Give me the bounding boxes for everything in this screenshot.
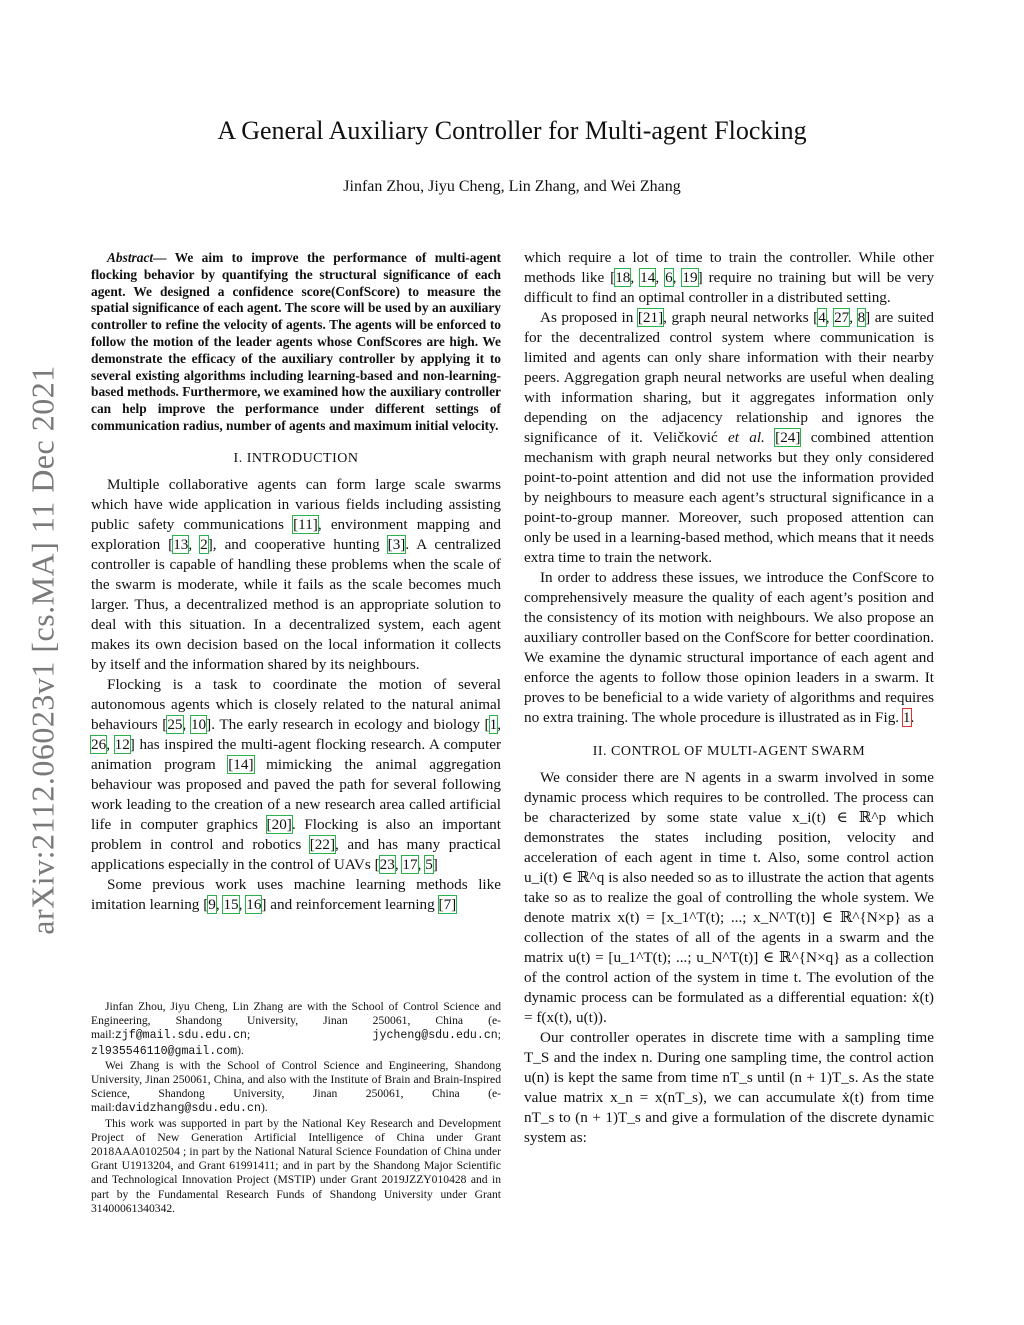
citation-link[interactable]: 9 xyxy=(208,895,216,913)
arxiv-sidebar xyxy=(18,320,68,980)
citation-link[interactable]: 27 xyxy=(834,309,850,326)
right-column xyxy=(524,248,934,1148)
footnote-funding: This work was supported in part by the National Key Research and Development Project of New Generation Artificial Intelligence of China under Grant 2018AAA0102504 ; in part by the National Natural Science Foundation of China under Grant U1913204, and Grant 61991411; and in part by the Shandong Major Scientific and Technological Innovation Project (MSTIP) under Grant 2019JZZY010428 and in part by the Fundamental Research Funds of Shandong University under Grant 31400061340342. xyxy=(91,1116,501,1215)
email-link[interactable]: zl935546110@gmail.com xyxy=(91,1044,238,1058)
figure-reference-link[interactable]: 1 xyxy=(902,709,911,726)
right-paragraph-0: which require a lot of time to train the controller. While other methods like [18, 14, 6, 19] require no training but will be very difficult to find an optimal controller in a distributed setting. xyxy=(524,249,935,306)
citation-link[interactable]: 13 xyxy=(173,535,189,553)
paper-title: A General Auxiliary Controller for Multi-agent Flocking xyxy=(217,116,807,145)
citation-link[interactable]: [3] xyxy=(387,535,406,553)
section-heading-introduction: I. INTRODUCTION xyxy=(233,450,359,466)
email-link[interactable]: davidzhang@sdu.edu.cn xyxy=(114,1102,261,1116)
citation-link[interactable]: [7] xyxy=(438,895,457,913)
citation-link[interactable]: [20] xyxy=(266,815,292,833)
citation-link[interactable]: 14 xyxy=(640,269,656,286)
right-paragraph-1: As proposed in [21], graph neural networks [4, 27, 8] are suited for the decentralized control system where communication is limited and agents can only share information with their nearby peers. Aggregation graph neural networks are useful when dealing with information sharing, but it aggregates information only depending on the adjacency relationship and ignores the significance of it. Veličković et al. [24] combined attention mechanism with graph neural networks but they only considered point-to-point attention and did not use the information provided by neighbours to measure each agent’s structural significance in a point-to-group manner. Moreover, such proposed attention can only be used in a learning-based method, which means that it needs extra time to train the network. xyxy=(524,309,935,566)
citation-link[interactable]: [22] xyxy=(309,835,336,853)
intro-paragraph-3: Some previous work uses machine learning methods like imitation learning [9, 15, 16] and reinforcement learning [7] xyxy=(91,875,501,913)
abstract xyxy=(91,250,501,435)
footnote-affiliation-2: Wei Zhang is with the School of Control Science and Engineering, Shandong University, Jinan 250061, China, and also with the Institute of Brain and Brain-Inspired Science, Shandong University, Jinan 250061, China (e-mail:davidzhang@sdu.edu.cn). xyxy=(91,1058,501,1116)
footnote-affiliation-1: Jinfan Zhou, Jiyu Cheng, Lin Zhang are with the School of Control Science and Engineering, Shandong University, Jinan 250061, China (e-mail:zjf@mail.sdu.edu.cn; jycheng@sdu.edu.cn; zl935546110@gmail.com). xyxy=(91,1000,501,1058)
citation-link[interactable]: 23 xyxy=(379,855,395,873)
email-link[interactable]: jycheng@sdu.edu.cn xyxy=(372,1029,498,1043)
intro-paragraph-2: Flocking is a task to coordinate the motion of several autonomous agents which is closely related to the natural animal behaviours [25, 10]. The early research in ecology and biology [1, 26, 12] has inspired the multi-agent flocking research. A computer animation program [14] mimicking the animal aggregation behaviour was proposed and paved the path for several following work leading to the creation of a new research area called artificial life in computer graphics [20]. Flocking is also an important problem in control and robotics [22], and has many practical applications especially in the control of UAVs [23, 17, 5] xyxy=(91,675,502,873)
citation-link[interactable]: 26 xyxy=(91,735,107,753)
citation-link[interactable]: 18 xyxy=(615,269,631,286)
abstract-text: We aim to improve the performance of multi-agent flocking behavior by quantifying the structural significance of each agent. We designed a confidence score(ConfScore) to measure the spatial significance of each agent. The score will be used by an auxiliary controller to refine the velocity of agents. The agents will be enforced to follow the motion of the leader agents whose ConfScores are high. We demonstrate the efficacy of the auxiliary controller by applying it to several existing algorithms including learning-based and non-learning-based methods. Furthermore, we examined how the auxiliary controller can help improve the performance under different settings of communication radius, number of agents and maximum initial velocity. xyxy=(91,250,501,433)
citation-link[interactable]: 6 xyxy=(665,269,673,286)
citation-link[interactable]: 10 xyxy=(190,715,207,733)
citation-link[interactable]: 16 xyxy=(246,895,262,913)
citation-link[interactable]: 5 xyxy=(425,855,433,873)
citation-link[interactable]: 1 xyxy=(489,715,498,733)
footnotes xyxy=(91,1000,501,1216)
email-link[interactable]: zjf@mail.sdu.edu.cn xyxy=(114,1029,248,1043)
left-column xyxy=(91,250,501,915)
citation-link[interactable]: 17 xyxy=(402,855,418,873)
right-paragraph-3: We consider there are N agents in a swarm involved in some dynamic process which requires to be controlled. The process can be characterized by some state value x_i(t) ∈ ℝ^p which demonstrates the states including position, velocity and acceleration of each agent in time t. Also, some control action u_i(t) ∈ ℝ^q is also needed so as to illustrate the action that agents take so as to realize the goal of controlling the whole system. We denote matrix x(t) = [x_1^T(t); ...; x_N^T(t)] ∈ ℝ^{N×p} as a collection of the states of all of the agents in a swarm and the matrix u(t) = [u_1^T(t); ...; u_N^T(t)] ∈ ℝ^{N×q} as a collection of the control action of the system in time t. The evolution of the dynamic process can be formulated as a differential equation: ẋ(t) = f(x(t), u(t)). xyxy=(524,769,934,1026)
citation-link[interactable]: [21] xyxy=(637,309,664,326)
right-paragraph-4: Our controller operates in discrete time with a sampling time T_S and the index n. During one sampling time, the control action u(n) is kept the same from time nT_s until (n + 1)T_s. As the state value matrix x_n = x(nT_s), we can accumulate ẋ(t) from time nT_s to (n + 1)T_s and give a formulation of the discrete dynamic system as: xyxy=(524,1029,934,1146)
right-paragraph-2: In order to address these issues, we introduce the ConfScore to comprehensively measure the quality of each agent’s position and the consistency of its motion with neighbours. We also propose an auxiliary controller based on the ConfScore for better coordination. We examine the dynamic structural importance of each agent and enforce the agents to follow those opinion leaders in a swarm. It proves to be beneficial to a wide variety of algorithms and requires no extra training. The whole procedure is illustrated as in Fig. 1. xyxy=(524,569,934,726)
citation-link[interactable]: 4 xyxy=(818,309,826,326)
paper-authors: Jinfan Zhou, Jiyu Cheng, Lin Zhang, and Wei Zhang xyxy=(343,178,681,195)
citation-link[interactable]: 8 xyxy=(857,309,866,326)
intro-paragraph-1: Multiple collaborative agents can form large scale swarms which have wide application in various fields including assisting public safety communications [11], environment mapping and exploration [13, 2], and cooperative hunting [3]. A centralized controller is capable of handling these problems when the scale of the swarm is moderate, while it fails as the scale becomes much larger. Thus, a decentralized method is an appropriate solution to deal with this situation. In a decentralized system, each agent makes its own decision based on the local information it collects by itself and the information shared by its neighbours. xyxy=(91,475,502,673)
citation-link[interactable]: [24] xyxy=(775,429,801,446)
abstract-label: Abstract— xyxy=(107,250,167,265)
citation-link[interactable]: 2 xyxy=(200,535,208,553)
citation-link[interactable]: 12 xyxy=(114,735,130,753)
section-heading-control: II. CONTROL OF MULTI-AGENT SWARM xyxy=(592,744,866,759)
citation-link[interactable]: [14] xyxy=(228,755,254,773)
citation-link[interactable]: 25 xyxy=(167,715,183,733)
arxiv-identifier: arXiv:2112.06023v1 [cs.MA] 11 Dec 2021 xyxy=(24,365,61,935)
citation-link[interactable]: [11] xyxy=(293,515,318,533)
citation-link[interactable]: 19 xyxy=(682,269,698,286)
et-al: et al. xyxy=(728,429,765,446)
citation-link[interactable]: 15 xyxy=(223,895,239,913)
